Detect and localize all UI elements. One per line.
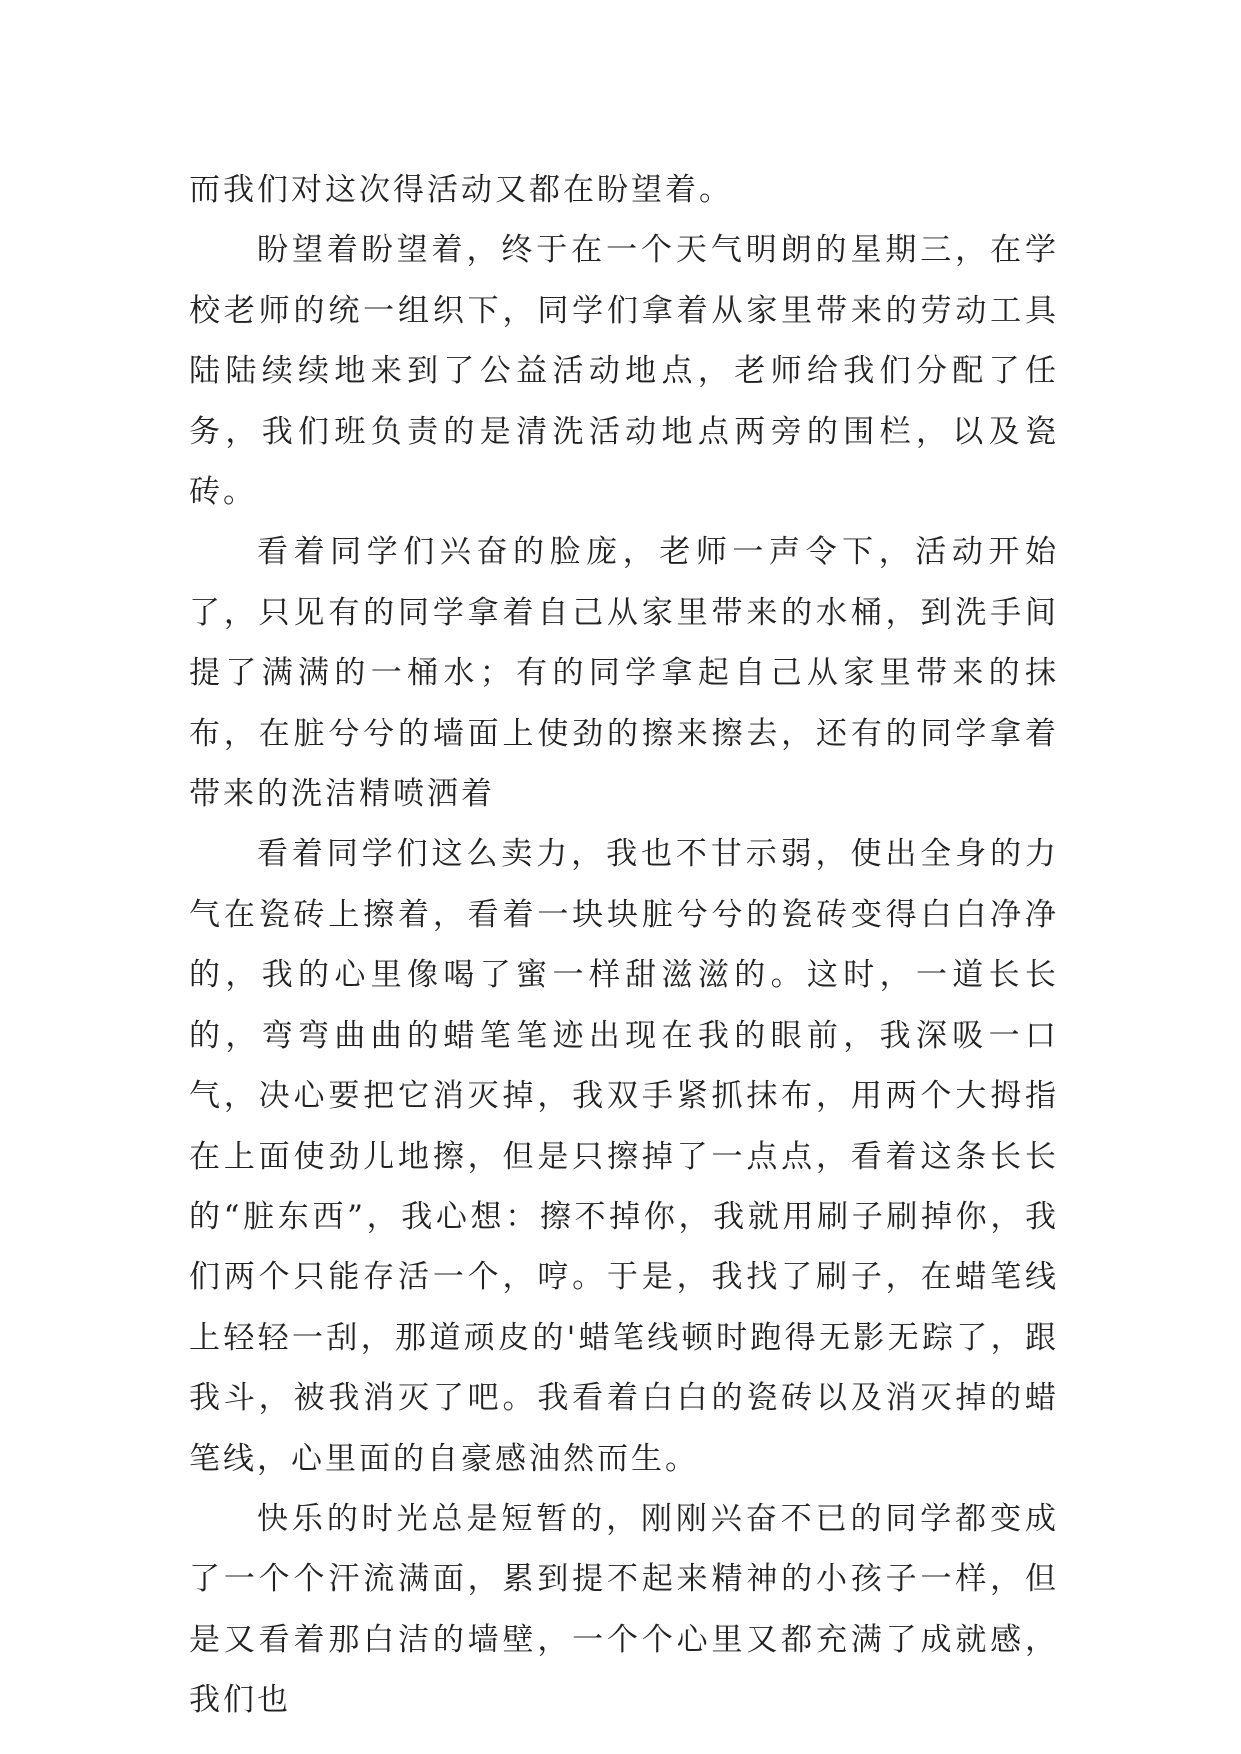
paragraph-ending: 快乐的时光总是短暂的，刚刚兴奋不已的同学都变成了一个个汗流满面，累到提不起来精神的小孩子一样，但是又看着那白洁的墙壁，一个个心里又都充满了成就感，我们也 bbox=[189, 1500, 1059, 1719]
document-body bbox=[189, 160, 1059, 1731]
paragraph-event-day: 盼望着盼望着，终于在一个天气明朗的星期三，在学校老师的统一组织下，同学们拿着从家里带来的劳动工具陆陆续续地来到了公益活动地点，老师给我们分配了任务，我们班负责的是清洗活动地点两旁的围栏，以及瓷砖。 bbox=[189, 232, 1059, 511]
paragraph-crayon-line: 看着同学们这么卖力，我也不甘示弱，使出全身的力气在瓷砖上擦着，看着一块块脏兮兮的瓷砖变得白白净净的，我的心里像喝了蜜一样甜滋滋的。这时，一道长长的，弯弯曲曲的蜡笔笔迹出现在我的眼前，我深吸一口气，决心要把它消灭掉，我双手紧抓抹布，用两个大拇指在上面使劲儿地擦，但是只擦掉了一点点，看着这条长长的“脏东西”，我心想：擦不掉你，我就用刷子刷掉你，我们两个只能存活一个，哼。于是，我找了刷子，在蜡笔线上轻轻一刮，那道顽皮的'蜡笔线顿时跑得无影无踪了，跟我斗，被我消灭了吧。我看着白白的瓷砖以及消灭掉的蜡笔线，心里面的自豪感油然而生。 bbox=[189, 836, 1059, 1477]
paragraph-activity-start: 看着同学们兴奋的脸庞，老师一声令下，活动开始了，只见有的同学拿着自己从家里带来的水桶，到洗手间提了满满的一桶水；有的同学拿起自己从家里带来的抹布，在脏兮兮的墙面上使劲的擦来擦去，还有的同学拿着带来的洗洁精喷洒着 bbox=[189, 534, 1059, 813]
paragraph-continuation: 而我们对这次得活动又都在盼望着。 bbox=[189, 172, 733, 208]
